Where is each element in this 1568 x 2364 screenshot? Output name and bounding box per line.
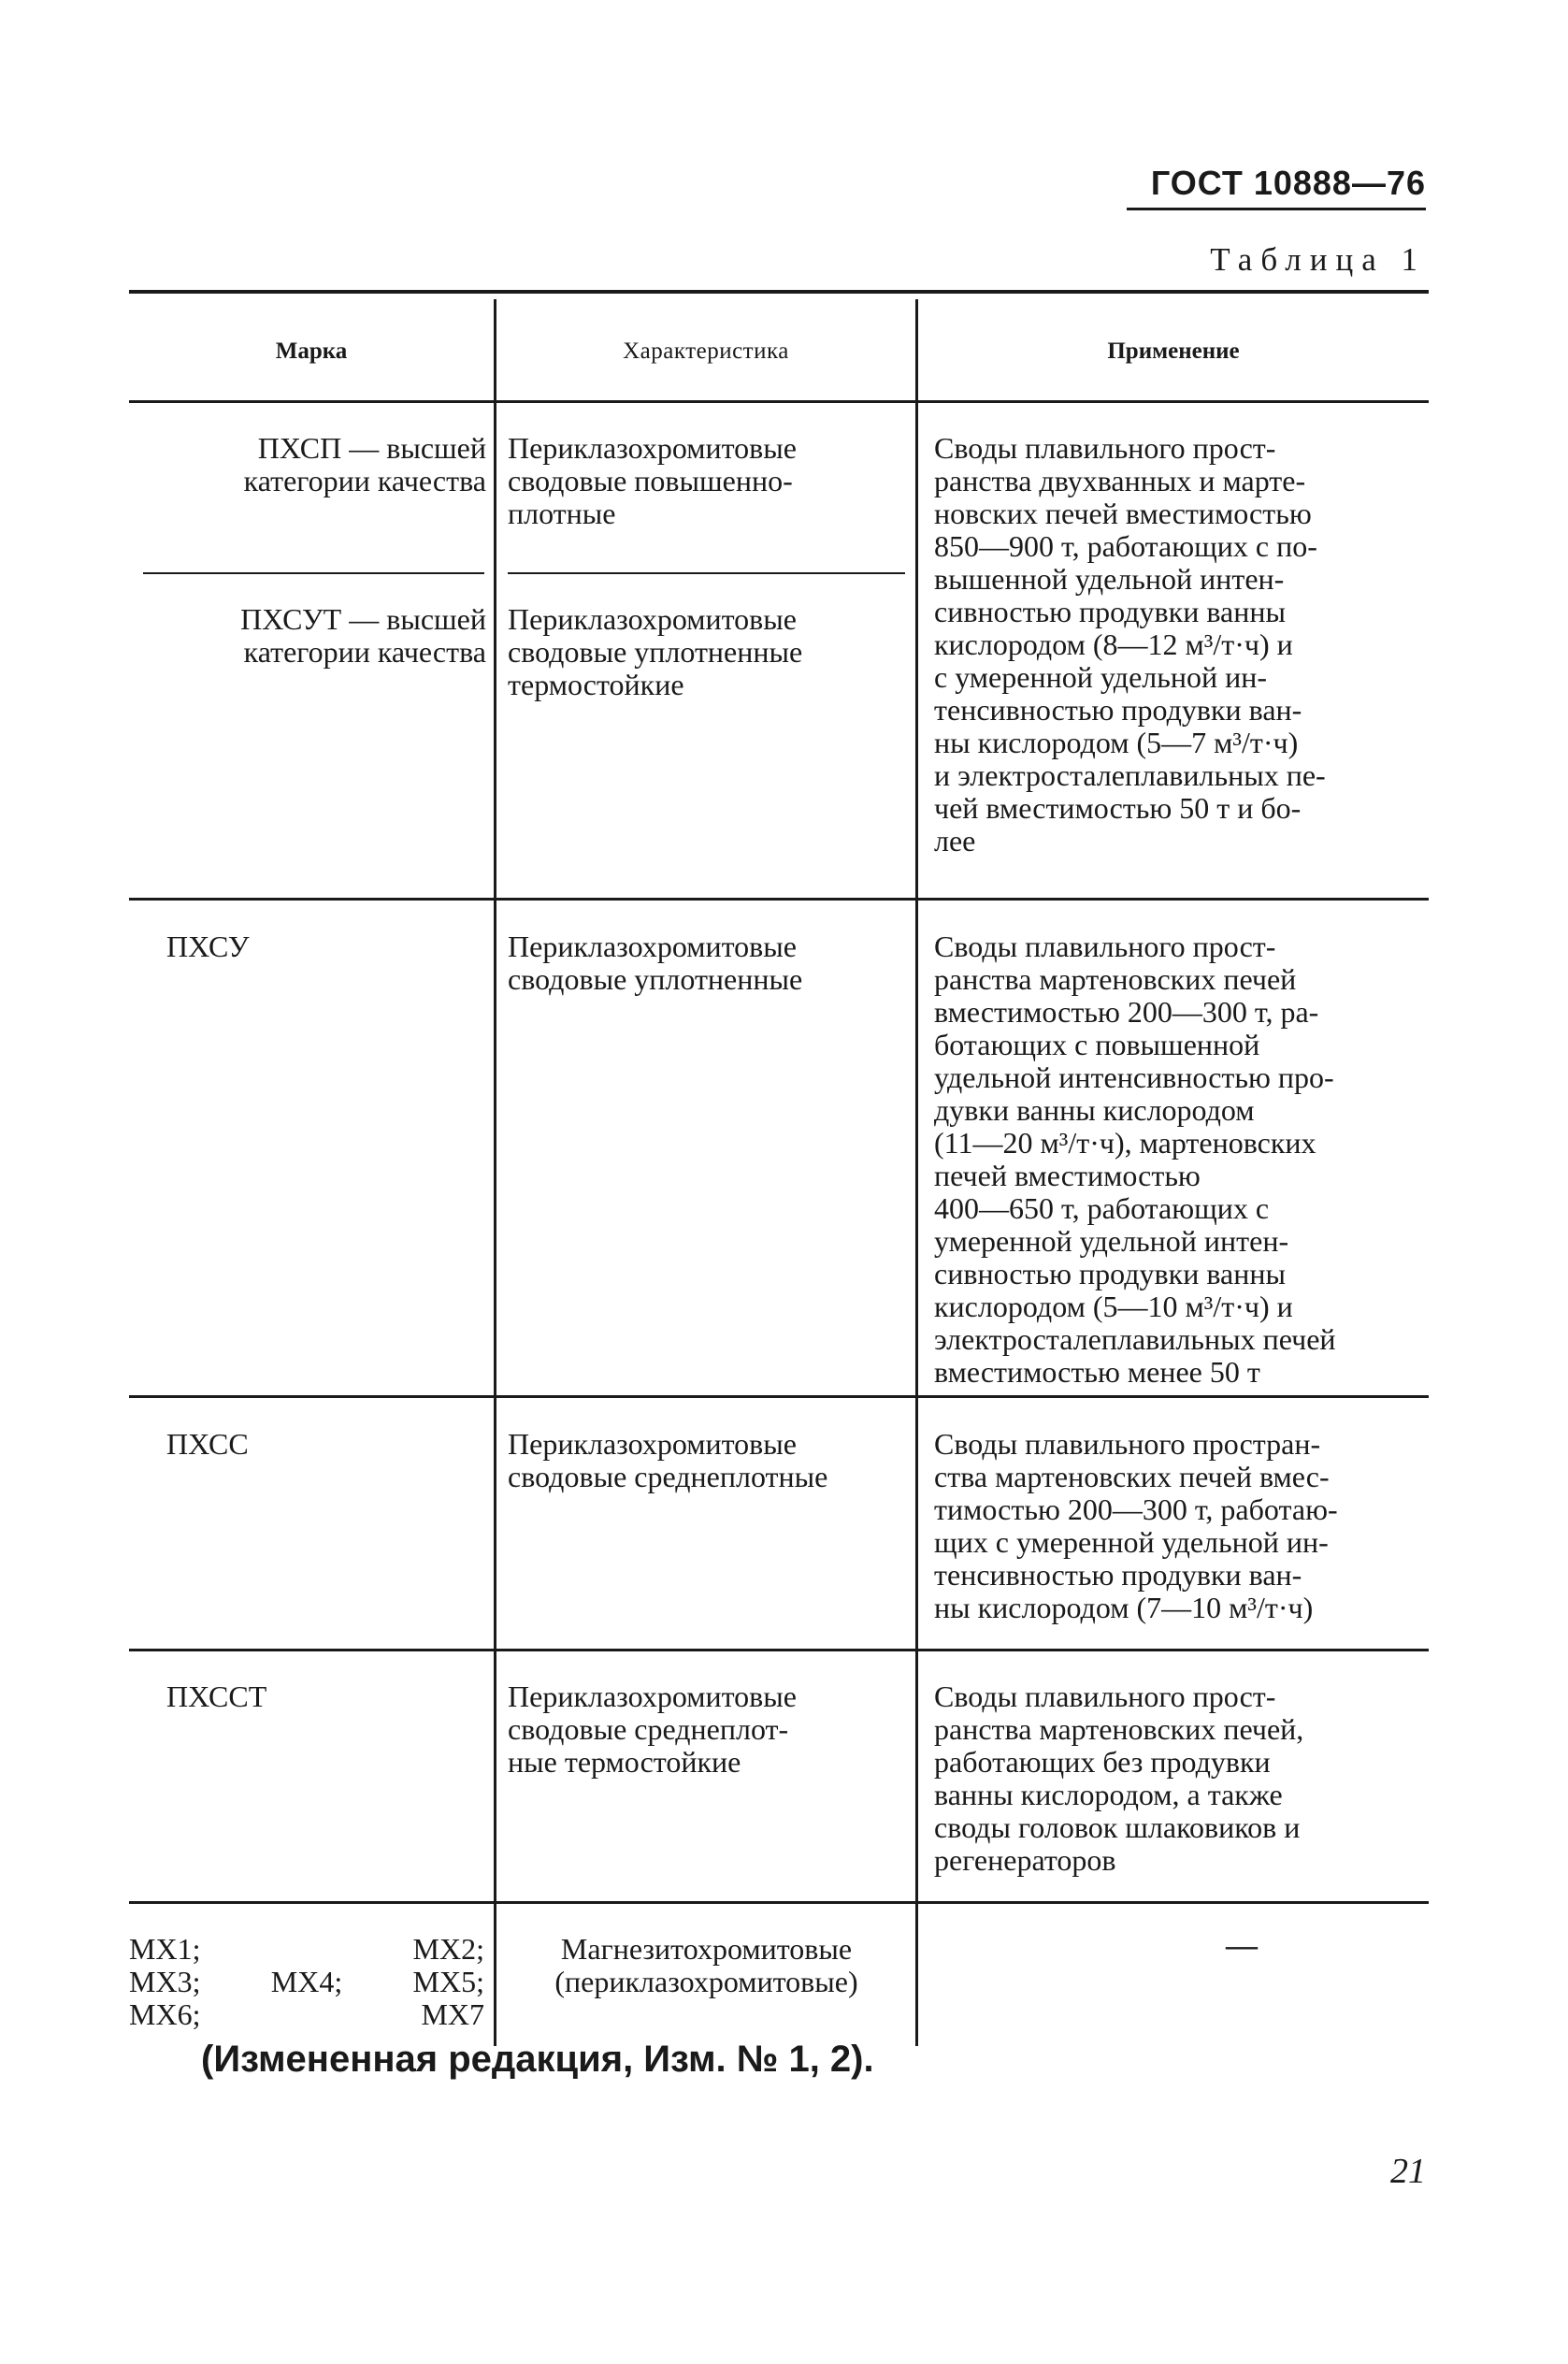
row2-characteristic: Периклазохромитовые сводовые уплотненные	[508, 930, 803, 996]
row1-marka: ПХСП — высшей категории качества	[243, 431, 486, 497]
table-top-rule	[129, 290, 1429, 294]
column-header-characteristic: Характеристика	[623, 339, 789, 364]
row1-subdivider	[508, 572, 905, 574]
standard-designation: ГОСТ 10888—76	[1150, 164, 1426, 202]
row5-application: —	[1226, 1928, 1258, 1963]
row3-marka: ПХСС	[166, 1427, 249, 1461]
column-header-application: Применение	[1107, 339, 1240, 364]
row3-characteristic: Периклазохромитовые сводовые среднеплотные	[508, 1427, 828, 1493]
row-divider	[129, 1395, 1429, 1398]
column-divider	[494, 299, 496, 2046]
row4-marka: ПХССТ	[166, 1679, 267, 1713]
row1-application: Своды плавильного прост- ранства двухванных и марте- новских печей вместимостью 850—900 т, работающих с по- вышенной удельной интен- сивностью продувки ванны кислородом (8—12 м³/т·ч) и с умеренной удельной ин- тенсивностью продувки ван- ны кислородом (5—7 м³/т·ч) и электросталеплавильных пе- чей вместимостью 50 т и бо- лее	[934, 431, 1326, 858]
column-divider	[915, 299, 918, 2046]
table-caption: Таблица 1	[1210, 241, 1426, 278]
header-bottom-rule	[129, 400, 1429, 403]
row-divider	[129, 1901, 1429, 1904]
row2-marka: ПХСУ	[166, 930, 250, 963]
row-divider	[129, 1649, 1429, 1651]
standard-underline	[1127, 208, 1426, 210]
page-number: 21	[1390, 2152, 1426, 2191]
row1b-marka: ПХСУТ — высшей категории качества	[240, 602, 486, 669]
row2-application: Своды плавильного прост- ранства мартеновских печей вместимостью 200—300 т, ра- ботающих с повышенной удельной интенсивностью про- дувки ванны кислородом (11—20 м³/т·ч), мартеновских печей вместимостью 400—650 т, работающих с умеренной удельной интен- сивностью продувки ванны кислородом (5—10 м³/т·ч) и электросталеплавильных печей вместимостью менее 50 т	[934, 930, 1336, 1389]
row5-characteristic: Магнезитохромитовые (периклазохромитовые)	[554, 1932, 858, 1998]
row4-application: Своды плавильного прост- ранства мартеновских печей, работающих без продувки ванны кислородом, а также своды головок шлаковиков и регенераторов	[934, 1679, 1304, 1877]
column-header-marka: Марка	[275, 339, 348, 364]
row5-marka: МХ1; МХ2; МХ3; МХ4; МХ5; МХ6; МХ7	[129, 1932, 484, 2031]
row1-subdivider	[143, 572, 484, 574]
row3-application: Своды плавильного простран- ства мартеновских печей вмес- тимостью 200—300 т, работаю- щих с умеренной удельной ин- тенсивностью продувки ван- ны кислородом (7—10 м³/т·ч)	[934, 1427, 1338, 1624]
row-divider	[129, 898, 1429, 901]
row1-characteristic: Периклазохромитовые сводовые повышенно- плотные	[508, 431, 797, 530]
amendment-note: (Измененная редакция, Изм. № 1, 2).	[201, 2039, 874, 2080]
row4-characteristic: Периклазохромитовые сводовые среднеплот- ные термостойкие	[508, 1679, 797, 1779]
row1b-characteristic: Периклазохромитовые сводовые уплотненные термостойкие	[508, 602, 803, 701]
